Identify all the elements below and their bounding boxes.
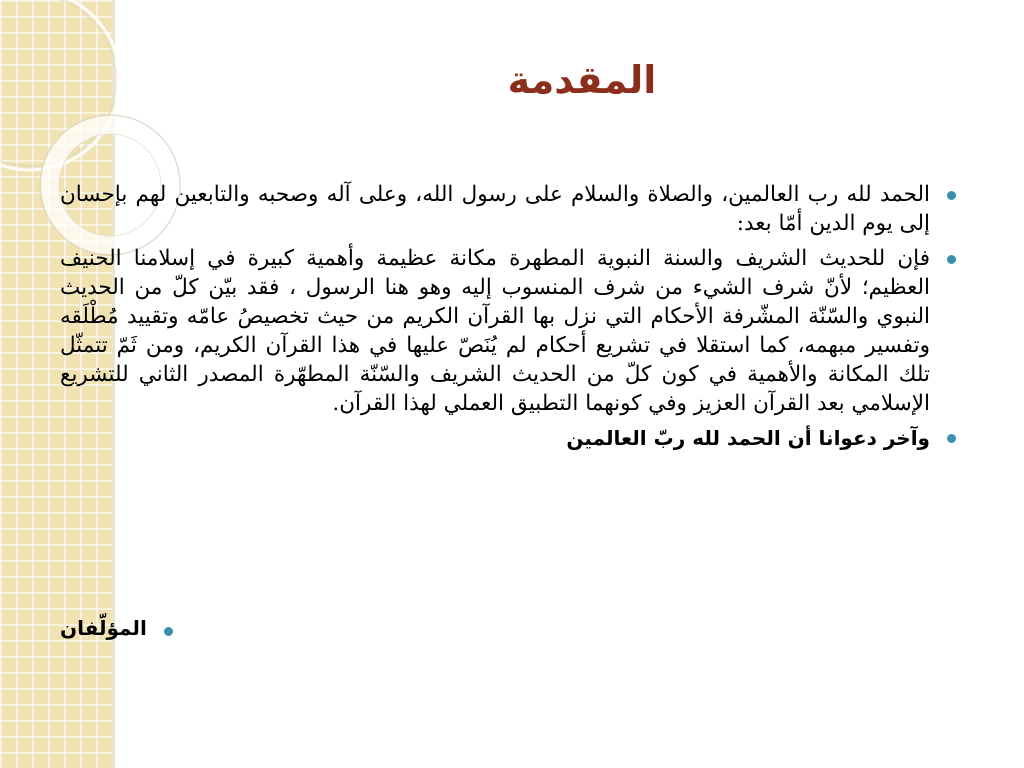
bullet-dot-icon (947, 191, 956, 200)
bullet-dot-icon (947, 255, 956, 264)
authors-text: المؤلّفان (60, 616, 147, 640)
bullet-dot-icon (164, 627, 173, 636)
bullet-text: الحمد لله رب العالمين، والصلاة والسلام على رسول الله، وعلى آله وصحبه والتابعين لهم بإحسان إلى يوم الدين أمّا بعد: (60, 182, 930, 236)
slide-content (60, 180, 960, 467)
bullet-dot-icon (947, 434, 956, 443)
bullet-item-opening (60, 180, 960, 238)
bullet-list (60, 180, 960, 453)
bullet-item-closing (60, 424, 960, 453)
bullet-text: وآخر دعوانا أن الحمد لله ربّ العالمين (566, 426, 930, 450)
bullet-text: فإن للحديث الشريف والسنة النبوية المطهرة مكانة عظيمة وأهمية كبيرة في إسلامنا الحنيف العظيم؛ لأنّ شرف الشيء من شرف المنسوب إليه وهو هنا الرسول ، فقد بيّن كلّ من الحديث النبوي والسّنّة المشّرفة الأحكام التي نزل بها القرآن الكريم من حيث تخصيصُ عامّه وتقييد مُطْلَقه وتفسير مبهمه، كما استقلا في تشريع أحكام لم يُنَصّ عليها في هذا القرآن الكريم، ومن ثَمّ تتمثّل تلك المكانة والأهمية في كون كلّ من الحديث الشريف والسّنّة المطهّرة المصدر الثاني للتشريع الإسلامي بعد القرآن العزيز وفي كونهما التطبيق العملي لهذا القرآن. (60, 246, 930, 416)
slide-title: المقدمة (507, 58, 657, 102)
bullet-item-body (60, 244, 960, 418)
authors-line (60, 616, 175, 640)
